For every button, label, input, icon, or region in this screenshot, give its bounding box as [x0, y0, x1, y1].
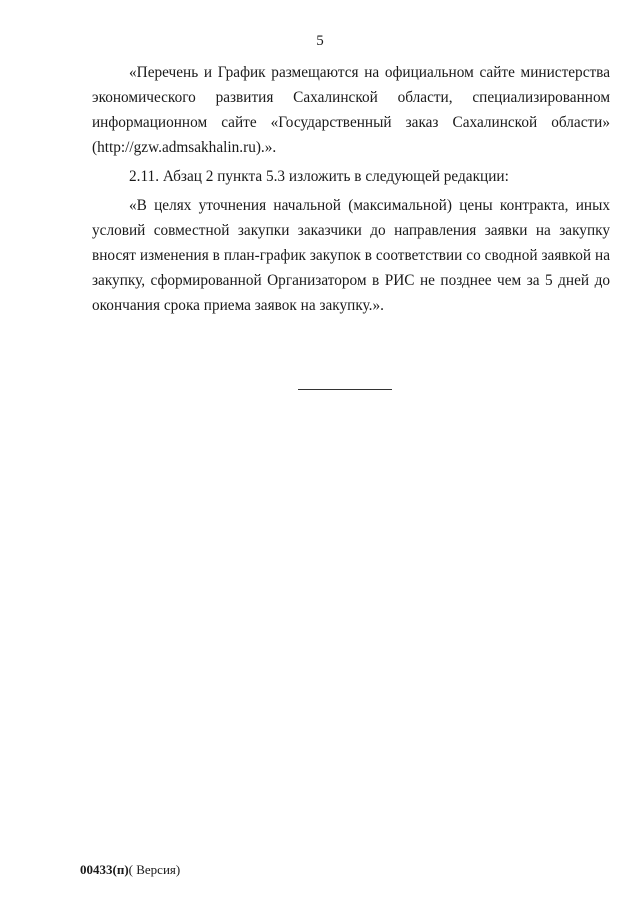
document-body — [92, 60, 610, 322]
document-footer — [80, 862, 180, 878]
document-version: ( Версия) — [128, 862, 181, 877]
paragraph-new-wording: «В целях уточнения начальной (максимальной) цены контракта, иных условий совместной закупки заказчики до направления заявки на закупку вносят изменения в план-график закупок в соответствии со сводной заявкой на закупку, сформированной Организатором в РИС не позднее чем за 5 дней до окончания срока приема заявок на закупку.». — [92, 197, 610, 314]
page-number: 5 — [316, 33, 324, 49]
paragraph-amendment-2-11: 2.11. Абзац 2 пункта 5.3 изложить в следующей редакции: — [129, 168, 509, 185]
paragraph-publication: «Перечень и График размещаются на официальном сайте министерства экономического развития Сахалинской области, специализированном информационном сайте «Государственный заказ Сахалинской области» (http://gzw.admsakhalin.ru).». — [92, 64, 610, 156]
end-divider — [298, 389, 392, 390]
document-code: 00433(п) — [80, 862, 129, 877]
